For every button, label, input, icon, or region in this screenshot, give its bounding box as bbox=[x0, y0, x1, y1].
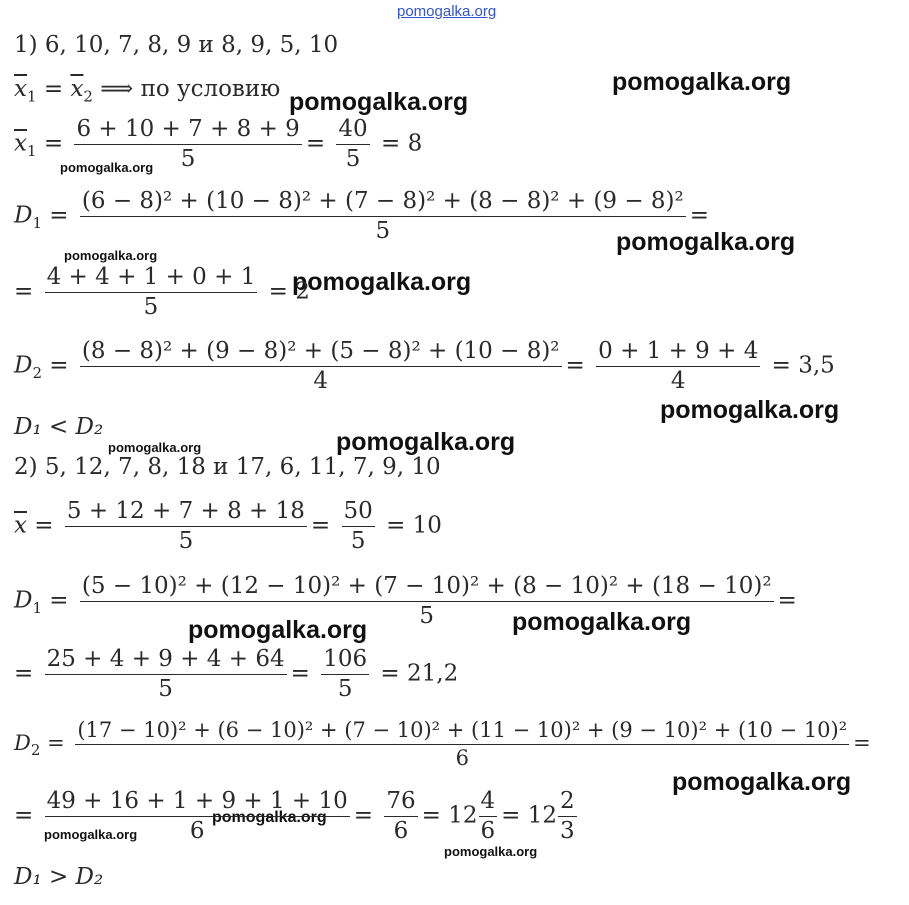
subscript: 1 bbox=[26, 87, 37, 106]
result: = 8 bbox=[381, 130, 423, 157]
numerator: 25 + 4 + 9 + 4 + 64 bbox=[45, 648, 287, 675]
numerator: 106 bbox=[321, 648, 369, 675]
watermark-top[interactable]: pomogalka.org bbox=[397, 3, 497, 20]
subscript: 2 bbox=[32, 364, 42, 383]
denominator: 5 bbox=[158, 676, 173, 702]
numerator: (6 − 8)² + (10 − 8)² + (7 − 8)² + (8 − 8)² + (9 − 8)² bbox=[80, 190, 686, 217]
result: = 2 bbox=[268, 278, 310, 305]
denominator: 5 bbox=[143, 294, 159, 320]
fraction bbox=[596, 340, 760, 393]
numerator: 50 bbox=[342, 500, 375, 527]
fraction bbox=[45, 648, 287, 701]
numerator: 4 + 4 + 1 + 0 + 1 bbox=[45, 266, 258, 293]
denominator: 5 bbox=[375, 218, 391, 244]
watermark: pomogalka.org bbox=[660, 396, 840, 424]
variance-symbol: D bbox=[14, 202, 33, 229]
fraction bbox=[45, 790, 350, 843]
watermark: pomogalka.org bbox=[672, 768, 852, 796]
fraction bbox=[80, 575, 774, 628]
denominator: 5 bbox=[178, 528, 194, 554]
denominator: 6 bbox=[455, 746, 469, 770]
denominator: 5 bbox=[345, 146, 361, 172]
watermark: pomogalka.org bbox=[64, 248, 158, 263]
denominator: 6 bbox=[393, 818, 409, 844]
mean-symbol: $\overline{x}$ bbox=[14, 76, 27, 102]
part1-d1: $D_1$ = $\frac{\text{(6 − 8)² + (10 − 8)² + (7 − 8)² + (8 − 8)² + (9 − 8)²}}{5}$ = bbox=[14, 188, 710, 244]
part1-mean: $\overline{x}_1$ = $\frac{6 + 10 + 7 + 8 + 9}{5}$ = $\frac{40}{5}$ = 8 bbox=[14, 116, 423, 172]
variance-symbol: D bbox=[14, 352, 33, 379]
part2-d2: $D_2$ = (17 − 10)² + (6 − 10)² + (7 − 10)² + (11 − 10)² + (9 − 10)² + (10 − 10)² 6 = bbox=[14, 718, 871, 770]
denominator: 5 bbox=[337, 676, 353, 702]
fraction bbox=[65, 500, 307, 553]
denominator: 3 bbox=[560, 818, 575, 844]
fraction bbox=[75, 720, 849, 769]
numerator: (8 − 8)² + (9 − 8)² + (5 − 8)² + (10 − 8)² bbox=[80, 340, 562, 367]
part1-d1-cont: = $\frac{4 + 4 + 1 + 0 + 1}{5}$ = 2 bbox=[14, 264, 310, 320]
denominator: 5 bbox=[419, 603, 435, 629]
fraction bbox=[479, 790, 498, 843]
numerator: 2 bbox=[558, 790, 577, 817]
numerator: 40 bbox=[336, 118, 369, 145]
fraction bbox=[384, 790, 417, 843]
subscript: 1 bbox=[26, 142, 37, 161]
watermark: pomogalka.org bbox=[212, 809, 327, 826]
result: = 10 bbox=[386, 512, 442, 539]
watermark: pomogalka.org bbox=[60, 160, 154, 175]
numerator: 5 + 12 + 7 + 8 + 18 bbox=[65, 500, 307, 527]
numerator: 76 bbox=[384, 790, 417, 817]
subscript: 1 bbox=[32, 214, 42, 233]
fraction bbox=[74, 118, 301, 171]
part2-d1: $D_1$ = $\frac{\text{(5 − 10)² + (12 − 10)² + (7 − 10)² + (8 − 10)² + (18 − 10)²}}{5}$ = bbox=[14, 573, 797, 629]
mean-symbol: $\overline{x}$ bbox=[14, 130, 27, 157]
mean-symbol: $\overline{x}$ bbox=[70, 76, 84, 102]
fraction bbox=[45, 266, 258, 319]
result: = 3,5 bbox=[771, 352, 835, 379]
part1-header: 1) 6, 10, 7, 8, 9 и 8, 9, 5, 10 bbox=[14, 32, 339, 58]
denominator: 5 bbox=[180, 146, 196, 172]
watermark: pomogalka.org bbox=[616, 228, 796, 256]
denominator: 4 bbox=[670, 368, 686, 394]
denominator: 6 bbox=[189, 818, 205, 844]
variance-symbol: D bbox=[14, 587, 33, 614]
result: = 21,2 bbox=[380, 660, 459, 687]
subscript: 1 bbox=[32, 599, 42, 618]
watermark: pomogalka.org bbox=[289, 88, 469, 116]
part2-compare: D₁ > D₂ bbox=[14, 864, 104, 890]
part1-condition: $\overline{x}_1 = \overline{x}_2$ ⟹ по условию bbox=[14, 76, 281, 106]
mixed-whole: 12 bbox=[448, 802, 478, 829]
fraction bbox=[342, 500, 375, 553]
denominator: 6 bbox=[480, 818, 496, 844]
fraction bbox=[80, 190, 686, 243]
part2-header: 2) 5, 12, 7, 8, 18 и 17, 6, 11, 7, 9, 10 bbox=[14, 454, 441, 480]
watermark: pomogalka.org bbox=[512, 608, 692, 636]
fraction bbox=[336, 118, 369, 171]
watermark: pomogalka.org bbox=[444, 844, 538, 859]
part2-d1-cont: = $\frac{25 + 4 + 9 + 4 + 64}{5}$ = $\frac{106}{5}$ = 21,2 bbox=[14, 646, 459, 702]
fraction bbox=[558, 790, 577, 843]
numerator: 0 + 1 + 9 + 4 bbox=[596, 340, 760, 367]
numerator: 6 + 10 + 7 + 8 + 9 bbox=[74, 118, 301, 145]
watermark: pomogalka.org bbox=[336, 428, 516, 456]
fraction bbox=[80, 340, 562, 393]
watermark: pomogalka.org bbox=[612, 68, 792, 96]
part2-d2-cont: = $\frac{49 + 16 + 1 + 9 + 1 + 10}{6}$ = $\frac{76}{6}$ = 12 $\frac{4}{6}$ = 12 $\frac{2}{3}$ bbox=[14, 788, 575, 844]
numerator: (5 − 10)² + (12 − 10)² + (7 − 10)² + (8 − 10)² + (18 − 10)² bbox=[80, 575, 774, 602]
fraction bbox=[321, 648, 369, 701]
condition-text: ⟹ по условию bbox=[100, 76, 281, 102]
numerator: 4 bbox=[479, 790, 498, 817]
watermark: pomogalka.org bbox=[44, 827, 138, 842]
watermark: pomogalka.org bbox=[188, 616, 368, 644]
part2-mean: $\overline{x}$ = $\frac{5 + 12 + 7 + 8 + 18}{5}$ = $\frac{50}{5}$ = 10 bbox=[14, 498, 442, 554]
numerator: (17 − 10)² + (6 − 10)² + (7 − 10)² + (11 − 10)² + (9 − 10)² + (10 − 10)² bbox=[75, 720, 849, 745]
part1-compare: D₁ < D₂ bbox=[14, 414, 104, 440]
part1-d2: $D_2$ = $\frac{\text{(8 − 8)² + (9 − 8)² + (5 − 8)² + (10 − 8)²}}{4}$ = $\frac{0 + 1 + 9 + 4}{4}$ = 3,5 bbox=[14, 338, 835, 394]
denominator: 4 bbox=[313, 368, 329, 394]
denominator: 5 bbox=[350, 528, 366, 554]
variance-symbol: D bbox=[14, 731, 31, 755]
mean-symbol: $\overline{x}$ bbox=[14, 512, 27, 539]
watermark: pomogalka.org bbox=[108, 440, 202, 455]
subscript: 2 bbox=[30, 741, 41, 760]
mixed-whole: 12 bbox=[527, 802, 558, 829]
watermark: pomogalka.org bbox=[292, 268, 472, 296]
numerator: 49 + 16 + 1 + 9 + 1 + 10 bbox=[45, 790, 350, 817]
subscript: 2 bbox=[83, 87, 93, 106]
